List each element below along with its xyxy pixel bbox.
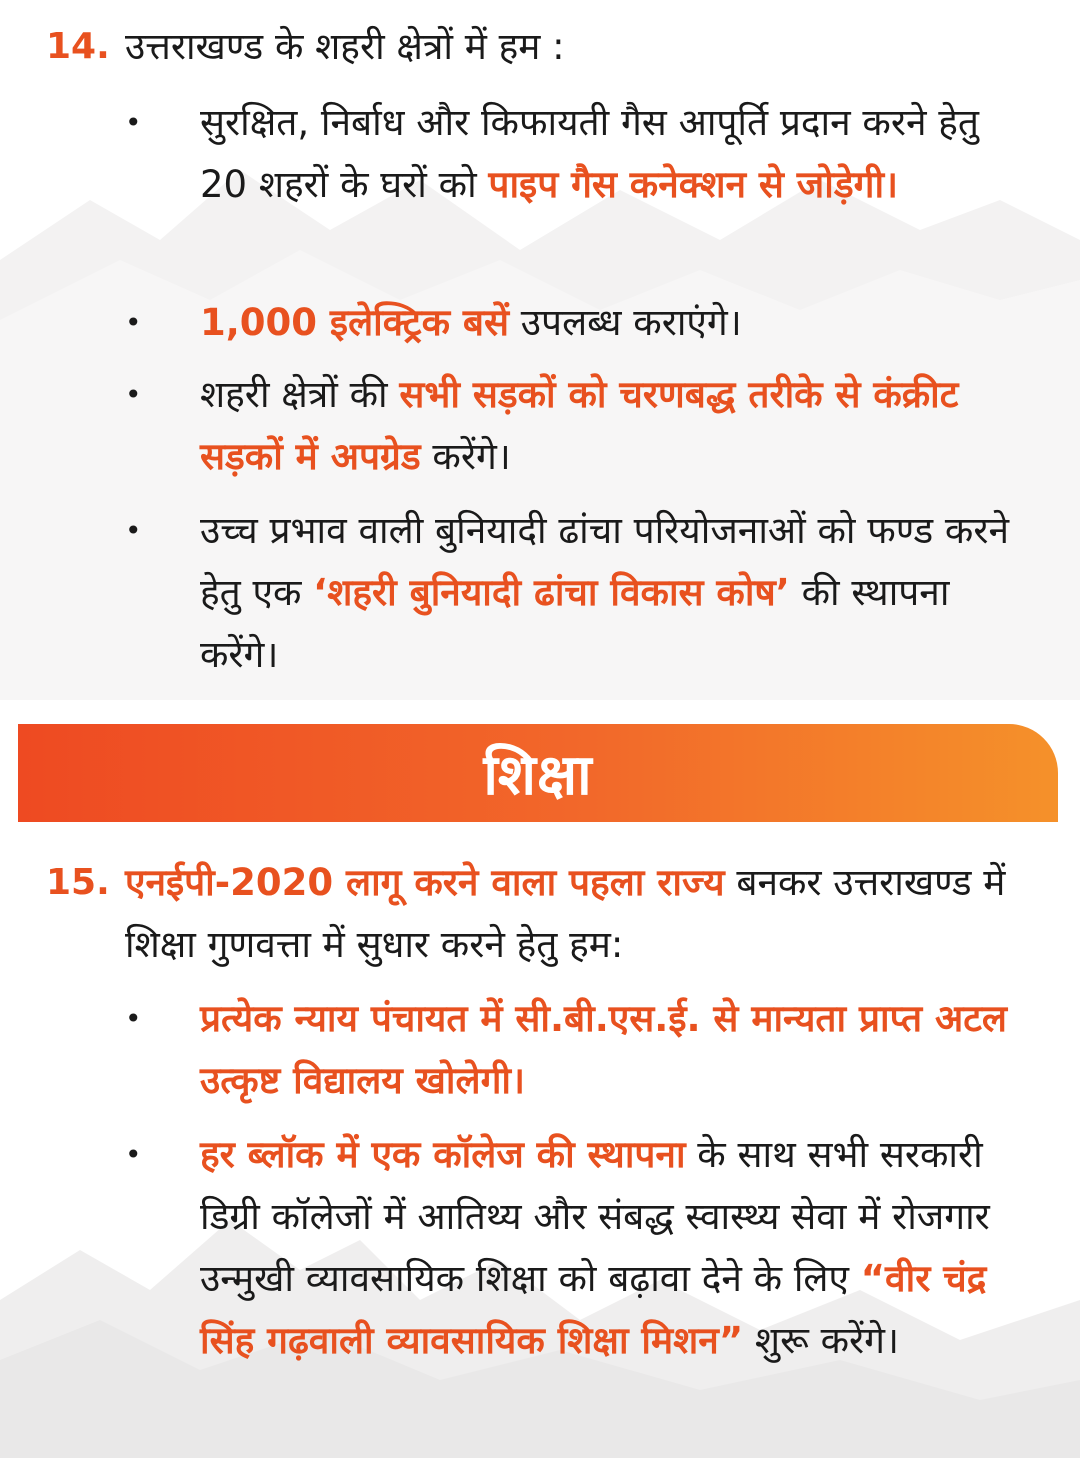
bullet-icon: • — [125, 306, 142, 339]
item-text-after: करेंगे। — [420, 435, 511, 478]
item-highlight-mission: “वीर चंद्र सिंह गढ़वाली व्यावसायिक शिक्षा मिशन” — [200, 1257, 987, 1362]
list-item — [200, 988, 1030, 1112]
item-highlight: 1,000 इलेक्ट्रिक बसें — [200, 301, 510, 344]
intro-highlight: एनईपी-2020 लागू करने वाला पहला राज्य — [125, 861, 725, 904]
section-14-number: 14. — [46, 26, 110, 67]
item-highlight: पाइप गैस कनेक्शन से जोड़ेगी। — [488, 163, 899, 206]
banner-title: शिक्षा — [483, 743, 593, 808]
item-text: शहरी क्षेत्रों की — [200, 373, 400, 416]
item-text-end: शुरू करेंगे। — [743, 1319, 899, 1362]
bullet-icon: • — [125, 106, 142, 139]
section-15-intro — [125, 852, 1030, 976]
list-item — [200, 1124, 1030, 1372]
list-item — [200, 292, 1030, 354]
item-text-after: की स्थापना करेंगे। — [200, 571, 950, 676]
item-text-after: उपलब्ध कराएंगे। — [509, 301, 742, 344]
bullet-icon: • — [125, 378, 142, 411]
bullet-icon: • — [125, 1002, 142, 1035]
item-highlight: हर ब्लॉक में एक कॉलेज की स्थापना — [200, 1133, 686, 1176]
section-banner — [18, 724, 1058, 822]
item-highlight: ‘शहरी बुनियादी ढांचा विकास कोष’ — [313, 571, 790, 614]
list-item — [200, 92, 1030, 216]
item-highlight: प्रत्येक न्याय पंचायत में सी.बी.एस.ई. से मान्यता प्राप्त अटल उत्कृष्ट विद्यालय खोलेगी। — [200, 997, 1007, 1102]
section-15-number: 15. — [46, 862, 110, 903]
bullet-icon: • — [125, 1138, 142, 1171]
intro-text: बनकर उत्तराखण्ड में शिक्षा गुणवत्ता में सुधार करने हेतु हम: — [125, 861, 1006, 966]
item-text: उच्च प्रभाव वाली बुनियादी ढांचा परियोजनाओं को फण्ड करने हेतु एक — [200, 509, 1010, 614]
list-item — [200, 500, 1030, 686]
item-text: सुरक्षित, निर्बाध और किफायती गैस आपूर्ति प्रदान करने हेतु 20 शहरों के घरों को — [200, 101, 979, 206]
section-14-intro: उत्तराखण्ड के शहरी क्षेत्रों में हम : — [125, 25, 565, 68]
item-highlight: सभी सड़कों को चरणबद्ध तरीके से कंक्रीट सड़कों में अपग्रेड — [200, 373, 959, 478]
bullet-icon: • — [125, 514, 142, 547]
item-text-after: के साथ सभी सरकारी डिग्री कॉलेजों में आतिथ्य और संबद्ध स्वास्थ्य सेवा में रोजगार उन्मुखी व्यावसायिक शिक्षा को बढ़ावा देने के लिए — [200, 1133, 990, 1300]
list-item — [200, 364, 1030, 488]
